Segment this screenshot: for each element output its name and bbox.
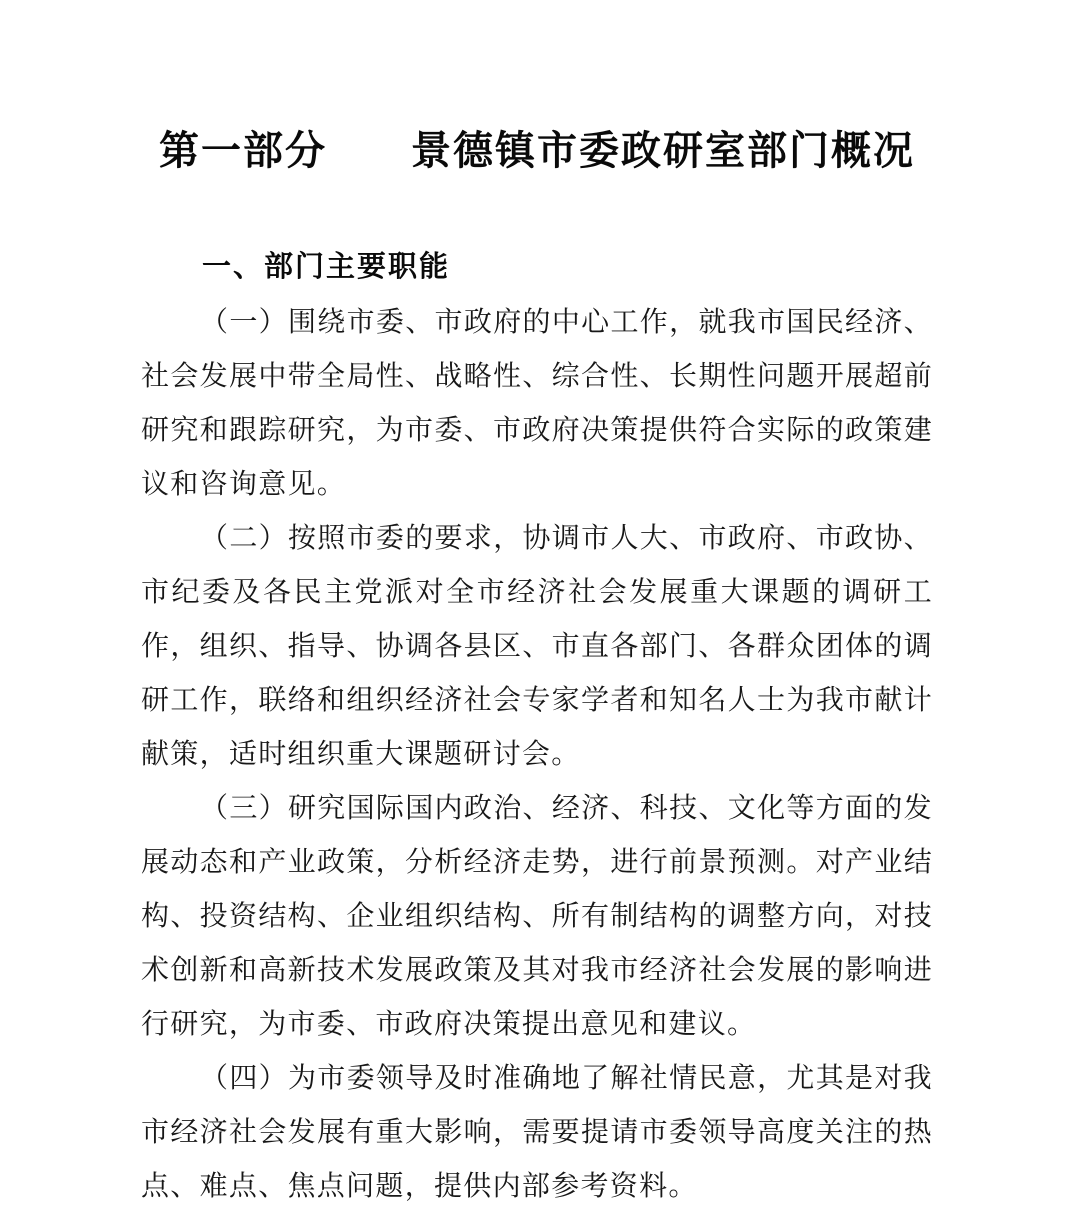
section-heading: 一、部门主要职能 <box>202 251 451 283</box>
paragraph-1: （一）围绕市委、市政府的中心工作，就我市国民经济、社会发展中带全局性、战略性、综合性、长期性问题开展超前研究和跟踪研究，为市委、市政府决策提供符合实际的政策建议和咨询意见。 <box>141 307 933 500</box>
paragraph-4: （四）为市委领导及时准确地了解社情民意，尤其是对我市经济社会发展有重大影响，需要提请市委领导高度关注的热点、难点、焦点问题，提供内部参考资料。 <box>141 1063 933 1202</box>
document-title: 第一部分 景德镇市委政研室部门概况 <box>159 128 915 173</box>
document-body <box>141 296 933 1208</box>
paragraph-3: （三）研究国际国内政治、经济、科技、文化等方面的发展动态和产业政策，分析经济走势，进行前景预测。对产业结构、投资结构、企业组织结构、所有制结构的调整方向，对技术创新和高新技术发展政策及其对我市经济社会发展的影响进行研究，为市委、市政府决策提出意见和建议。 <box>141 793 933 1040</box>
paragraph-2: （二）按照市委的要求，协调市人大、市政府、市政协、市纪委及各民主党派对全市经济社会发展重大课题的调研工作，组织、指导、协调各县区、市直各部门、各群众团体的调研工作，联络和组织经济社会专家学者和知名人士为我市献计献策，适时组织重大课题研讨会。 <box>141 523 933 770</box>
